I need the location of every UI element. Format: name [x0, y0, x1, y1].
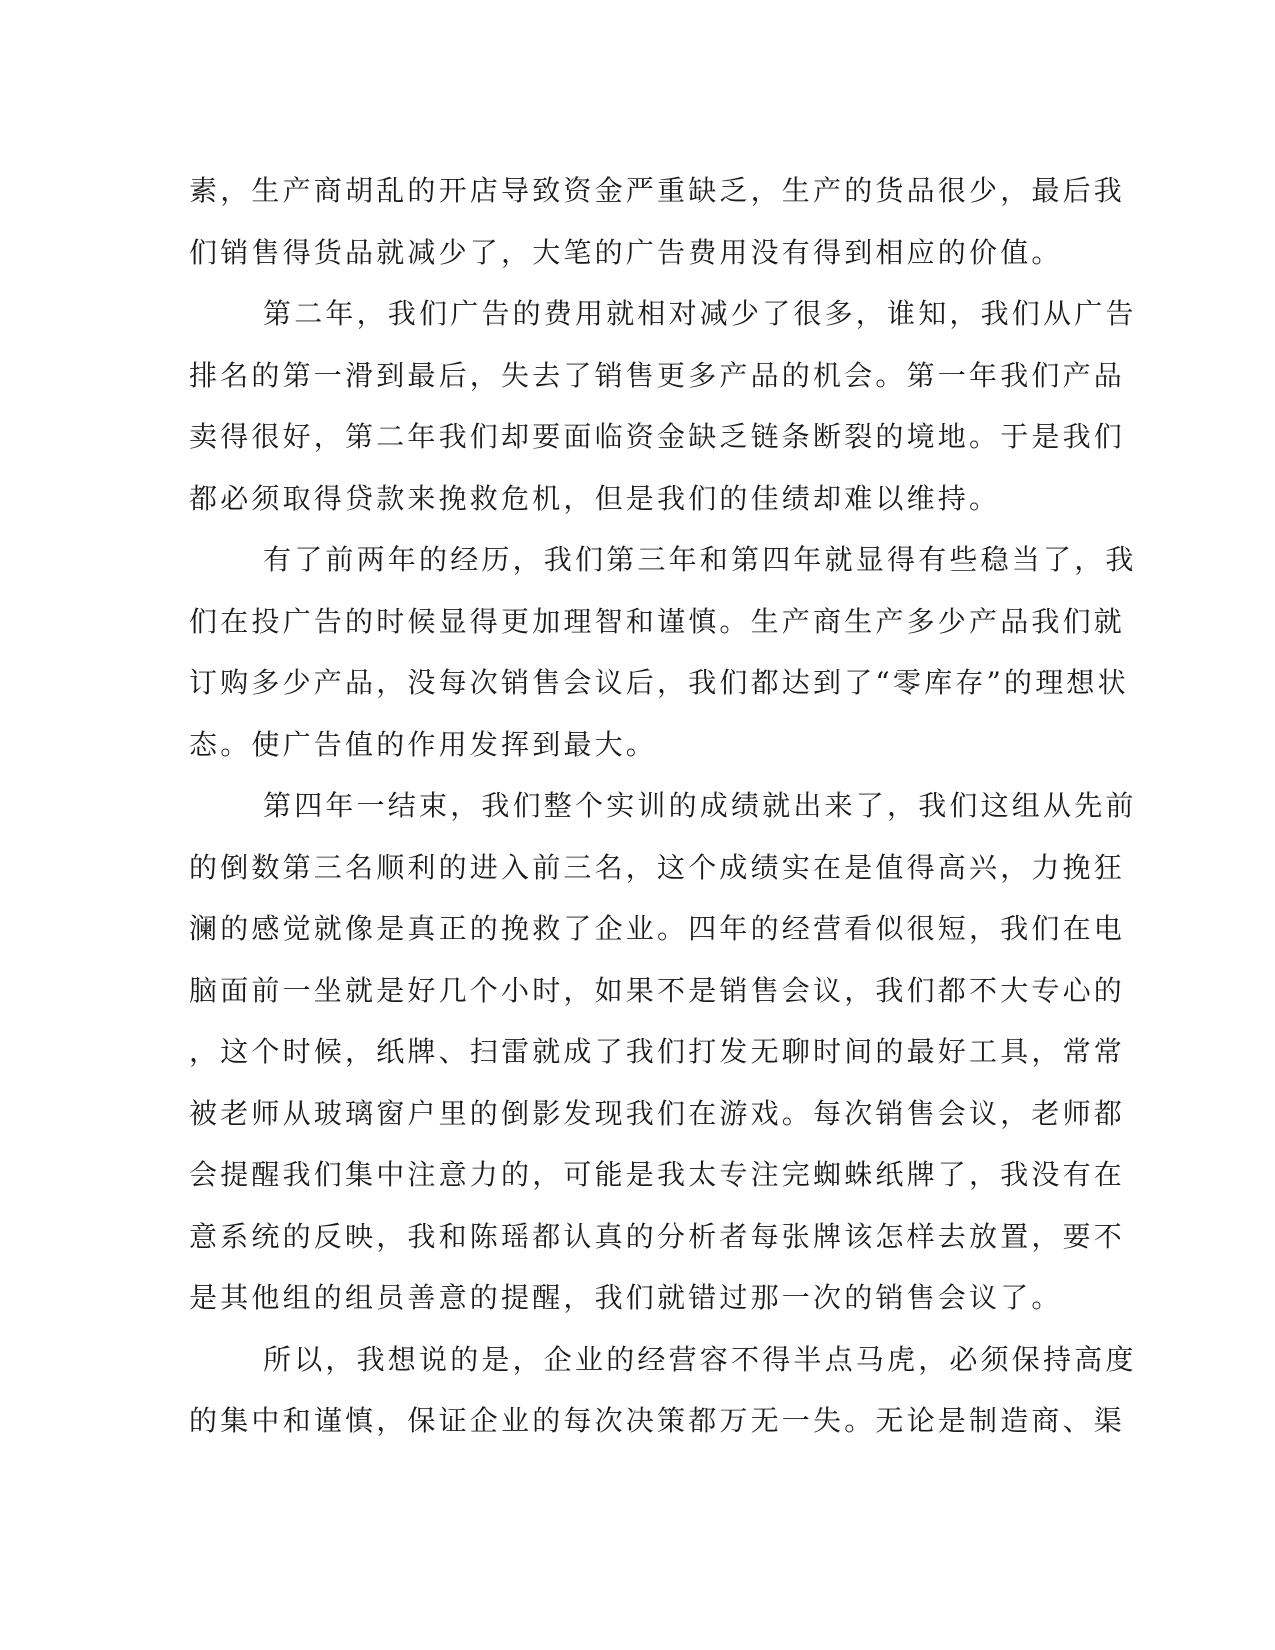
- text-line: ，这个时候，纸牌、扫雷就成了我们打发无聊时间的最好工具，常常: [189, 1035, 1126, 1068]
- text-line: 态。使广告值的作用发挥到最大。: [189, 727, 658, 761]
- paragraph-first-line: 有了前两年的经历，我们第三年和第四年就显得有些稳当了，我: [263, 543, 1137, 576]
- document-body: [189, 160, 1137, 1452]
- text-line: 的集中和谨慎，保证企业的每次决策都万无一失。无论是制造商、渠: [189, 1404, 1126, 1437]
- text-line: 意系统的反映，我和陈瑶都认真的分析者每张牌该怎样去放置，要不: [189, 1219, 1126, 1253]
- paragraph-first-line: 所以，我想说的是，企业的经营容不得半点马虎，必须保持高度: [263, 1342, 1137, 1376]
- text-line: 都必须取得贷款来挽救危机，但是我们的佳绩却难以维持。: [189, 481, 1001, 515]
- text-line: 卖得很好，第二年我们却要面临资金缺乏链条断裂的境地。于是我们: [189, 420, 1126, 453]
- paragraph-first-line: 第二年，我们广告的费用就相对减少了很多，谁知，我们从广告: [263, 297, 1137, 330]
- text-line: 脑面前一坐就是好几个小时，如果不是销售会议，我们都不大专心的: [189, 973, 1126, 1007]
- text-line: 排名的第一滑到最后，失去了销售更多产品的机会。第一年我们产品: [189, 358, 1126, 392]
- text-line: 是其他组的组员善意的提醒，我们就错过那一次的销售会议了。: [189, 1281, 1063, 1314]
- text-line: 澜的感觉就像是真正的挽救了企业。四年的经营看似很短，我们在电: [189, 912, 1126, 945]
- text-line: 素，生产商胡乱的开店导致资金严重缺乏，生产的货品很少，最后我: [189, 174, 1126, 207]
- text-line: 们在投广告的时候显得更加理智和谨慎。生产商生产多少产品我们就: [189, 604, 1126, 638]
- paragraph-first-line: 第四年一结束，我们整个实训的成绩就出来了，我们这组从先前: [263, 789, 1137, 822]
- text-line: 被老师从玻璃窗户里的倒影发现我们在游戏。每次销售会议，老师都: [189, 1096, 1126, 1130]
- text-line: 订购多少产品，没每次销售会议后，我们都达到了“零库存”的理想状: [189, 666, 1129, 699]
- text-line: 们销售得货品就减少了，大笔的广告费用没有得到相应的价值。: [189, 235, 1063, 269]
- text-line: 的倒数第三名顺利的进入前三名，这个成绩实在是值得高兴，力挽狂: [189, 850, 1126, 884]
- text-line: 会提醒我们集中注意力的，可能是我太专注完蜘蛛纸牌了，我没有在: [189, 1158, 1126, 1191]
